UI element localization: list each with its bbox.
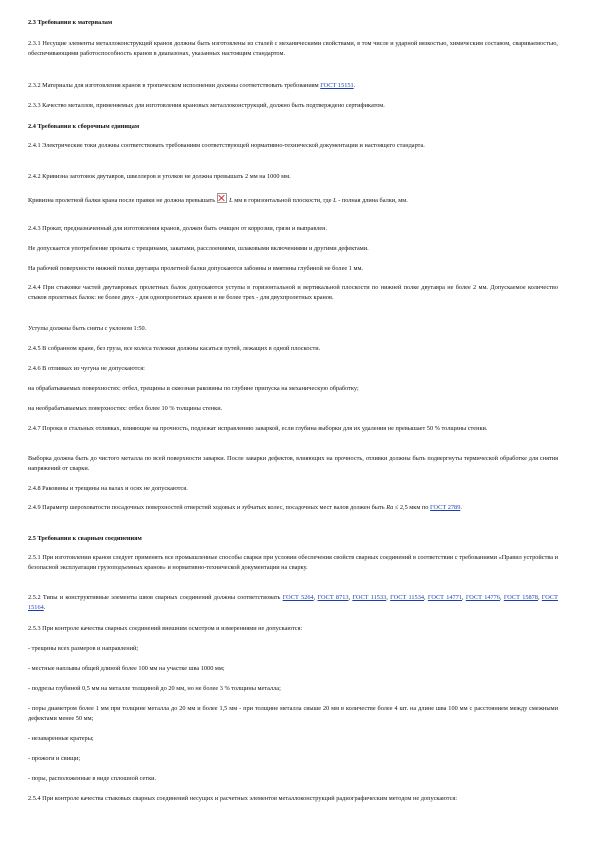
- paragraph-work-surface: На рабочей поверхности нижней полки двутавра пролетной балки допускаются забоины и вмятины глубиной не более 1 мм.: [28, 265, 363, 272]
- paragraph-text: 2.4.9 Параметр шероховатости посадочных поверхностей отверстий ходовых и зубчатых колес, посадочных мест валов должен быть: [28, 504, 385, 511]
- paragraph-2-3-1: 2.3.1 Несущие элементы металлоконструкций кранов должны быть изготовлены из сталей с механическими свойствами, в том числе и ударной вязкостью, химическим составом, свариваемостью, обеспечивающими работоспособность кранов в диапазонах, указанных настоящим стандартом.: [28, 40, 558, 58]
- paragraph-2-4-1: 2.4.1 Электрические токи должны соответствовать требованиям соответствующей нормативно-технической документации и настоящего стандарта.: [28, 142, 425, 149]
- curvature-text-c: - полная длина балки, мм.: [338, 197, 408, 204]
- paragraph-unmachined: на необрабатываемых поверхностях: отбел более 10 % толщины стенки.: [28, 405, 223, 412]
- paragraph-text: ≤ 2,5 мкм по: [394, 504, 429, 511]
- paragraph-2-4-2: 2.4.2 Кривизна заготовок двутавров, швеллеров и уголков не должна превышать 2 мм на 1000 мм.: [28, 173, 291, 180]
- section-heading-2-3: 2.3 Требования к материалам: [28, 19, 113, 26]
- paragraph-2-4-5: 2.4.5 В собранном кране, без груза, все колеса тележки должны касаться путей, лежащих в одной плоскости.: [28, 345, 321, 352]
- section-heading-2-5: 2.5 Требования к сварным соединениям: [28, 535, 142, 542]
- gost-14771-link[interactable]: ГОСТ 14771: [427, 594, 462, 601]
- paragraph-slope: Уступы должны быть сняты с уклоном 1:50.: [28, 325, 147, 332]
- paragraph-2-4-8: 2.4.8 Раковины и трещины на валах и осях не допускаются.: [28, 485, 188, 492]
- paragraph-2-5-1: 2.5.1 При изготовлении кранов следует применять все промышленные способы сварки при условии обеспечения свойств сварных соединений в соответствии с требованиями «Правил устройства и безопасной эксплуатации грузоподъемных кранов» и нормативно-технической документации на сварку.: [28, 554, 558, 572]
- list-item: - прожоги и свищи;: [28, 755, 81, 762]
- paragraph-2-4-4: 2.4.4 При стыковке частей двутавровых пролетных балок допускаются уступы в горизонтальной и вертикальной плоскости по нижней полке двутавра не более 2 мм. Допускаемое количество стыков пролетных балок: не более двух - для однопролетных кранов и не более трех - для двухпролетных кранов.: [28, 284, 558, 302]
- paragraph-tail: .: [353, 82, 356, 89]
- list-item: - поры, расположенные в виде сплошной сетки.: [28, 775, 157, 782]
- gost-8713-link[interactable]: ГОСТ 8713: [317, 594, 349, 601]
- paragraph-tail: .: [43, 604, 46, 612]
- gost-11534-link[interactable]: ГОСТ 11534: [390, 594, 425, 601]
- paragraph-2-4-7: 2.4.7 Пороки в стальных отливках, влияющие на прочность, подлежат исправлению заваркой, если глубина выборки для их удаления не превышает 50 % толщины стенки.: [28, 425, 488, 432]
- curvature-text-a: Кривизна пролетной балки крана после правки не должна превышать: [28, 197, 216, 204]
- paragraph-2-4-9: [28, 503, 558, 513]
- paragraph-no-defects: Не допускается употребление проката с трещинами, закатами, расслоениями, шлаковыми включениями и другими дефектами.: [28, 245, 369, 252]
- paragraph-2-3-3: 2.3.3 Качество металлов, применяемых для изготовления крановых металлоконструкций, должно быть подтверждено сертификатом.: [28, 102, 385, 109]
- gost-11533-link[interactable]: ГОСТ 11533: [352, 594, 387, 601]
- list-item: - поры диаметром более 1 мм при толщине металла до 20 мм и более 1,5 мм - при толщине металла свыше 20 мм в количестве более 4 шт. на длине шва 100 мм с расстоянием между смежными дефектами менее 50 мм;: [28, 705, 558, 723]
- variable-l: L: [229, 197, 233, 204]
- gost-15151-link[interactable]: ГОСТ 15151: [320, 82, 354, 89]
- variable-ra: Ra: [386, 504, 394, 511]
- gost-14776-link[interactable]: ГОСТ 14776: [465, 594, 500, 601]
- paragraph-2-4-6: 2.4.6 В отливках из чугуна не допускаются:: [28, 365, 145, 372]
- paragraph-tail: .: [460, 504, 462, 511]
- paragraph-text: 2.3.2 Материалы для изготовления кранов в тропическом исполнении должны соответствовать требованиям: [28, 82, 321, 89]
- paragraph-2-3-2: [28, 81, 558, 91]
- paragraph-2-5-4: 2.5.4 При контроле качества стыковых сварных соединений несущих и расчетных элементов металлоконструкций радиографическим методом не допускаются:: [28, 795, 458, 802]
- broken-formula-image-icon: [217, 193, 227, 203]
- list-item: - подрезы глубиной 0,5 мм на металле толщиной до 20 мм, но не более 3 % толщины металла;: [28, 685, 281, 692]
- paragraph-cutout: Выборка должна быть до чистого металла по всей поверхности заварки. После заварки дефектов, влияющих на прочность, отливки должны быть подвергнуты термической обработке для снятия напряжений от сварки.: [28, 455, 558, 473]
- paragraph-2-5-3: 2.5.3 При контроле качества сварных соединений внешним осмотром и измерениями не допускаются:: [28, 625, 303, 632]
- paragraph-text: 2.5.2 Типы и конструктивные элементы швов сварных соединений должны соответствовать: [28, 594, 281, 601]
- paragraph-machined: на обрабатываемых поверхностях: отбел, трещины и сквозная раковины по глубине припуска на механическую обработку;: [28, 385, 359, 392]
- variable-l: L: [333, 197, 337, 204]
- list-item: - незаваренные кратеры;: [28, 735, 94, 742]
- gost-2789-link[interactable]: ГОСТ 2789: [430, 504, 461, 511]
- gost-15878-link[interactable]: ГОСТ 15878: [503, 594, 538, 601]
- list-item: - местные наплывы общей длиной более 100 мм на участке шва 1000 мм;: [28, 665, 225, 672]
- gost-15164-link[interactable]: ГОСТ 15164: [28, 594, 558, 612]
- curvature-text-b: мм в горизонтальной плоскости, где: [234, 197, 332, 204]
- list-item: - трещины всех размеров и направлений;: [28, 645, 139, 652]
- gost-5264-link[interactable]: ГОСТ 5264: [282, 594, 314, 601]
- paragraph-2-4-3: 2.4.3 Прокат, предназначенный для изготовления кранов, должен быть очищен от коррозии, грязи и выправлен.: [28, 225, 328, 232]
- paragraph-2-5-2: 2.5.2 Типы и конструктивные элементы швов сварных соединений должны соответствовать ГОСТ 5264, ГОСТ 8713, ГОСТ 11533, ГОСТ 11534, ГОСТ 14771, ГОСТ 14776, ГОСТ 15878, ГОСТ 15164.: [28, 594, 558, 612]
- paragraph-beam-curvature: [28, 193, 558, 206]
- section-heading-2-4: 2.4 Требования к сборочным единицам: [28, 123, 140, 130]
